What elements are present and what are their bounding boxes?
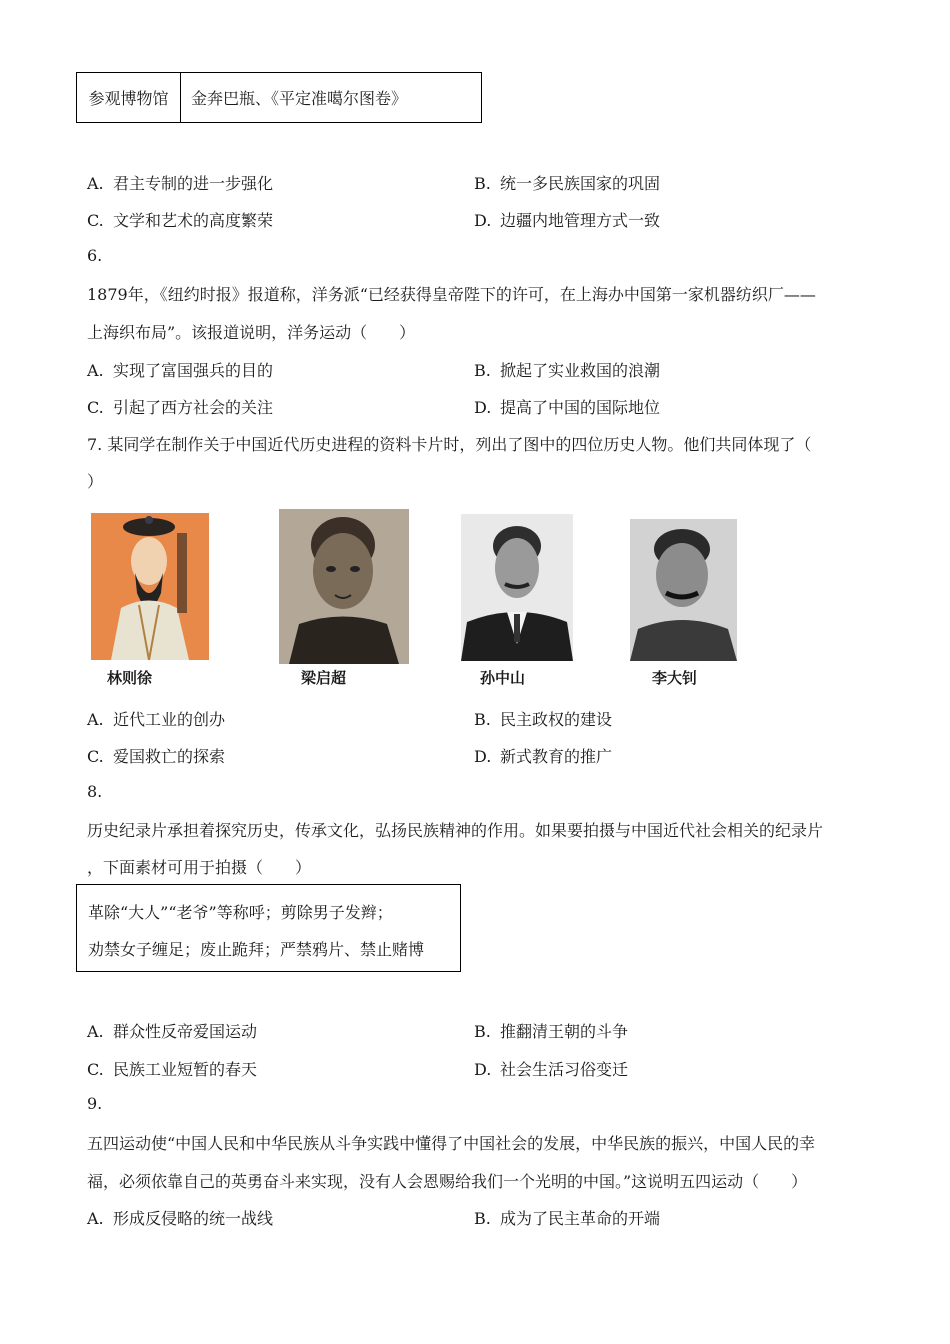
- q9-stem-line1: 五四运动使“中国人民和中华民族从斗争实践中懂得了中国社会的发展，中华民族的振兴，中国人民的幸: [87, 1134, 816, 1153]
- portrait-li-dazhao-drawing: [630, 519, 737, 661]
- caption-lin-zexu: 林则徐: [107, 669, 153, 687]
- q9-stem-line2: 福，必须依靠自己的英勇奋斗来实现，没有人会恩赐给我们一个光明的中国。”这说明五四运动（ ）: [87, 1172, 808, 1191]
- museum-table: [76, 72, 482, 123]
- q8-material-line1: 革除“大人”“老爷”等称呼；剪除男子发辫；: [88, 903, 393, 922]
- q6-stem-line1: 1879年，《纽约时报》报道称，洋务派“已经获得皇帝陛下的许可，在上海办中国第一家机器纺织厂——: [87, 285, 816, 304]
- museum-table-label: 参观博物馆: [77, 73, 181, 122]
- q6-stem-line2: 上海织布局”。该报道说明，洋务运动（ ）: [87, 323, 416, 342]
- q8-option-c[interactable]: C. 民族工业短暂的春天: [87, 1060, 258, 1079]
- q8-number: 8.: [87, 782, 103, 801]
- q6-number: 6.: [87, 246, 103, 265]
- portrait-sun-yat-sen-drawing: [461, 514, 573, 661]
- q7-option-a[interactable]: A. 近代工业的创办: [87, 710, 226, 729]
- q6-option-d[interactable]: D. 提高了中国的国际地位: [474, 398, 661, 417]
- q9-option-a[interactable]: A. 形成反侵略的统一战线: [87, 1209, 274, 1228]
- q8-stem-line2: ，下面素材可用于拍摄（ ）: [87, 858, 312, 877]
- q5-option-b[interactable]: B. 统一多民族国家的巩固: [474, 174, 661, 193]
- q5-option-d[interactable]: D. 边疆内地管理方式一致: [474, 211, 661, 230]
- caption-sun-yat-sen: 孙中山: [480, 669, 526, 687]
- q8-option-a[interactable]: A. 群众性反帝爱国运动: [87, 1022, 258, 1041]
- q8-stem-line1: 历史纪录片承担着探究历史，传承文化，弘扬民族精神的作用。如果要拍摄与中国近代社会相关的纪录片: [87, 821, 824, 840]
- museum-table-content: 金奔巴瓶、《平定准噶尔图卷》: [191, 89, 408, 108]
- q5-option-a[interactable]: A. 君主专制的进一步强化: [87, 174, 274, 193]
- portrait-liang-qichao-drawing: [279, 509, 409, 664]
- q6-option-b[interactable]: B. 掀起了实业救国的浪潮: [474, 361, 661, 380]
- q8-option-d[interactable]: D. 社会生活习俗变迁: [474, 1060, 629, 1079]
- q7-option-c[interactable]: C. 爱国救亡的探索: [87, 747, 226, 766]
- caption-li-dazhao: 李大钊: [652, 669, 698, 687]
- q7-option-b[interactable]: B. 民主政权的建设: [474, 710, 613, 729]
- portrait-li-dazhao: [630, 519, 737, 661]
- q8-material-line2: 劝禁女子缠足；废止跪拜；严禁鸦片、禁止赌博: [88, 940, 425, 959]
- q9-number: 9.: [87, 1094, 103, 1113]
- q7-stem-line2: ）: [87, 472, 104, 491]
- caption-liang-qichao: 梁启超: [301, 669, 347, 687]
- q6-option-c[interactable]: C. 引起了西方社会的关注: [87, 398, 274, 417]
- portrait-sun-yat-sen: [461, 514, 573, 661]
- portrait-lin-zexu: [91, 513, 209, 660]
- q7-option-d[interactable]: D. 新式教育的推广: [474, 747, 613, 766]
- portrait-liang-qichao: [279, 509, 409, 664]
- q8-option-b[interactable]: B. 推翻清王朝的斗争: [474, 1022, 629, 1041]
- portrait-lin-zexu-drawing: [91, 513, 209, 660]
- q7-stem-line1: 7. 某同学在制作关于中国近代历史进程的资料卡片时，列出了图中的四位历史人物。他们共同体现了（: [87, 435, 812, 454]
- q8-material-box: [76, 884, 461, 972]
- q9-option-b[interactable]: B. 成为了民主革命的开端: [474, 1209, 661, 1228]
- q5-option-c[interactable]: C. 文学和艺术的高度繁荣: [87, 211, 274, 230]
- q6-option-a[interactable]: A. 实现了富国强兵的目的: [87, 361, 274, 380]
